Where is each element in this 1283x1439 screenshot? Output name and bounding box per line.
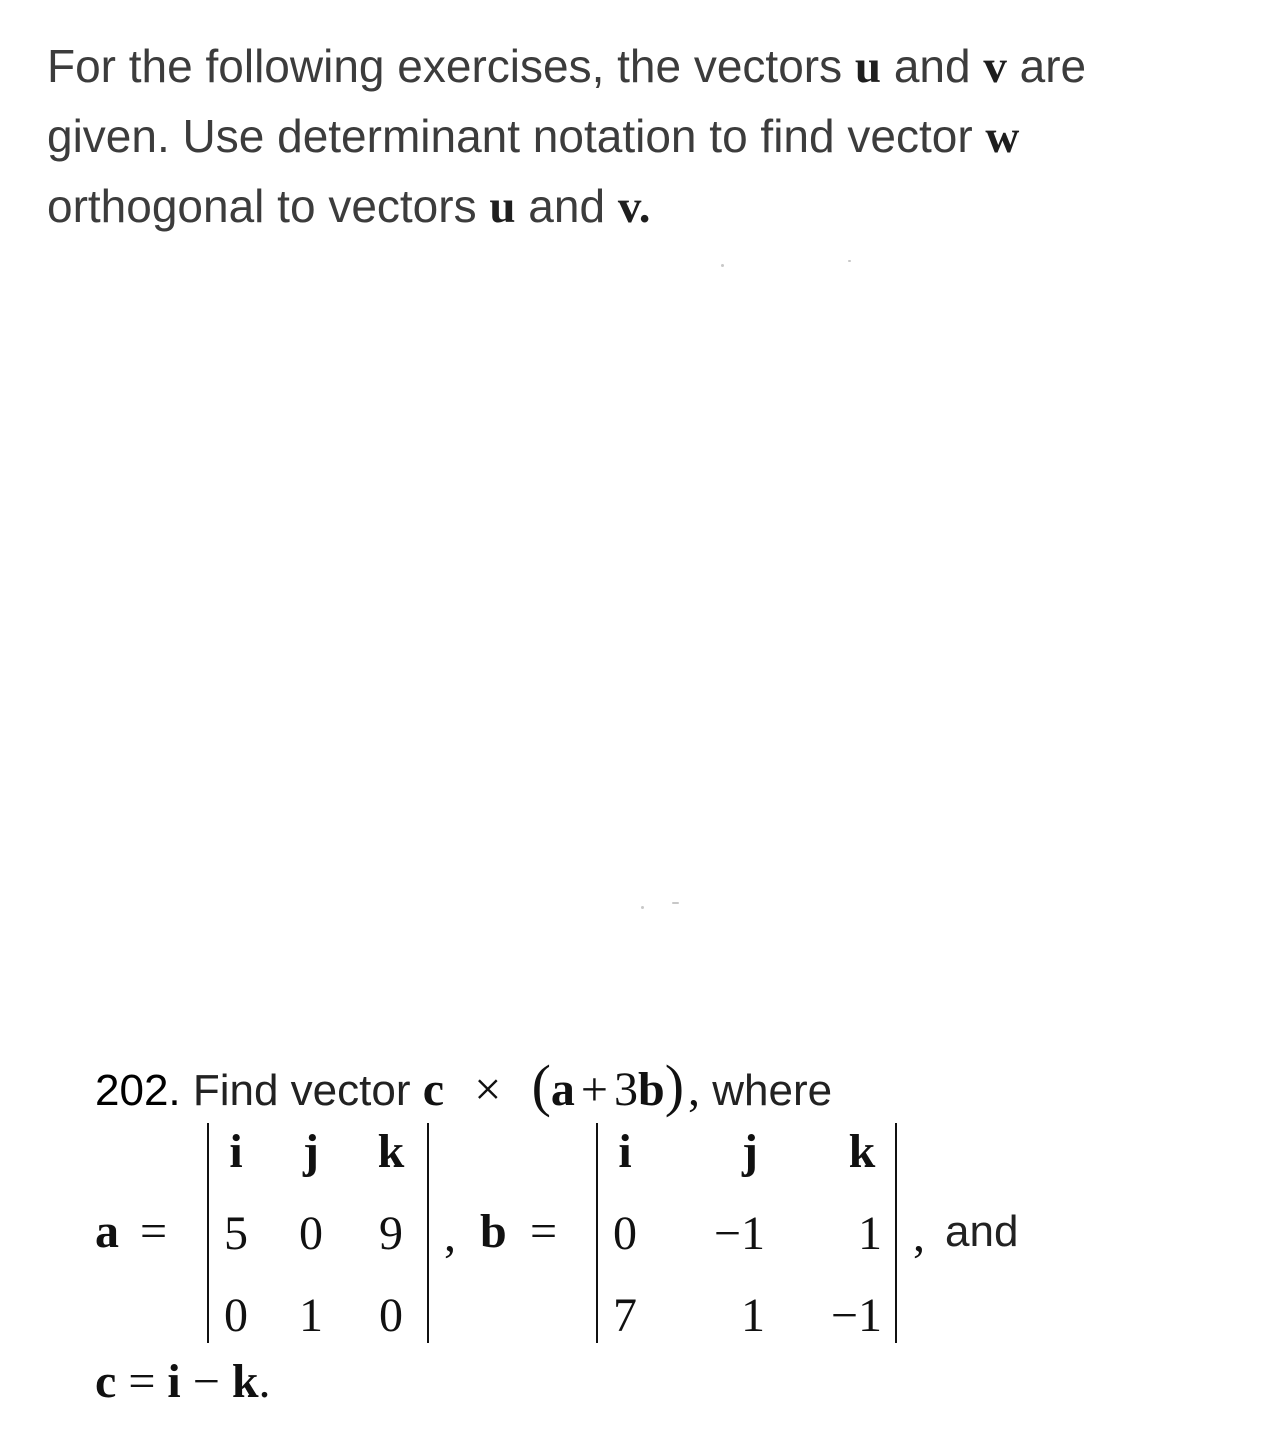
instructions-text: For the following exercises, the vectors <box>47 40 855 92</box>
matrix-b-cell: 1 <box>858 1207 882 1260</box>
matrix-b-label: b <box>480 1205 507 1258</box>
matrix-a-label: a <box>95 1205 119 1258</box>
determinant-bar-right <box>427 1123 429 1343</box>
instructions-text: . <box>638 181 651 233</box>
matrix-a-cell: 9 <box>379 1207 403 1260</box>
equals-sign: = <box>140 1205 168 1258</box>
vector-b: b <box>638 1063 665 1116</box>
vector-u: u <box>489 181 516 233</box>
comma: , <box>444 1209 456 1262</box>
matrix-a-cell: 0 <box>379 1289 403 1342</box>
matrix-a-cell: 0 <box>224 1289 248 1342</box>
scalar-three: 3 <box>614 1063 638 1116</box>
unit-vector-i: i <box>167 1355 181 1408</box>
vector-u: u <box>854 41 882 93</box>
problem-text: where <box>700 1066 833 1115</box>
comma: , <box>913 1209 925 1262</box>
comma: , <box>688 1063 701 1116</box>
instructions-line-3 <box>47 172 1247 242</box>
instructions-text: and <box>515 180 618 232</box>
scan-speck <box>672 902 679 904</box>
scan-speck <box>721 264 724 267</box>
period: . <box>258 1355 271 1408</box>
instructions-line-1 <box>47 32 1247 102</box>
matrix-b-cell: −1 <box>830 1289 882 1342</box>
vector-c-definition <box>95 1355 271 1408</box>
instructions-text: orthogonal to vectors <box>47 180 490 232</box>
matrix-b-cell: 1 <box>741 1289 765 1342</box>
vector-v: v <box>983 41 1007 93</box>
matrix-a-cell: k <box>377 1125 405 1178</box>
instructions-line-2 <box>47 102 1247 172</box>
instructions-text: are <box>1006 40 1087 92</box>
plus-sign: + <box>580 1063 608 1116</box>
scan-speck <box>641 906 644 909</box>
problem-202-title <box>95 1053 833 1119</box>
matrix-b-cell: i <box>618 1125 632 1178</box>
equals-sign: = <box>128 1355 156 1408</box>
matrix-a-cell: i <box>229 1125 243 1178</box>
problem-number: 202. <box>95 1066 181 1115</box>
minus-sign: − <box>192 1355 220 1408</box>
close-paren: ) <box>664 1053 685 1118</box>
and-text: and <box>945 1207 1019 1256</box>
determinant-bar-left <box>596 1123 598 1343</box>
matrix-a-cell: j <box>303 1125 319 1178</box>
determinant-bar-left <box>207 1123 209 1343</box>
determinant-bar-right <box>895 1123 897 1343</box>
vector-c: c <box>422 1063 445 1116</box>
matrix-a-cell: 5 <box>224 1207 248 1260</box>
matrix-b-cell: −1 <box>713 1207 765 1260</box>
matrix-b-cell: 7 <box>613 1289 637 1342</box>
unit-vector-k: k <box>231 1355 259 1408</box>
matrix-b-cell: k <box>848 1125 876 1178</box>
problem-text: Find vector <box>180 1066 423 1115</box>
open-paren: ( <box>531 1053 551 1118</box>
matrix-b-cell: 0 <box>613 1207 637 1260</box>
matrix-a-cell: 1 <box>299 1289 323 1342</box>
equals-sign: = <box>530 1205 558 1258</box>
cross-product-symbol: × <box>474 1063 502 1116</box>
instructions-paragraph <box>47 32 1247 242</box>
vector-v: v <box>617 181 639 233</box>
matrix-b-cell: j <box>742 1125 758 1178</box>
scan-speck <box>848 260 851 262</box>
vector-c: c <box>95 1355 117 1408</box>
vector-w: w <box>985 111 1020 163</box>
instructions-text: and <box>881 40 984 92</box>
vector-a: a <box>550 1063 575 1116</box>
matrix-a-cell: 0 <box>299 1207 323 1260</box>
instructions-text: given. Use determinant notation to find vector <box>47 110 986 162</box>
